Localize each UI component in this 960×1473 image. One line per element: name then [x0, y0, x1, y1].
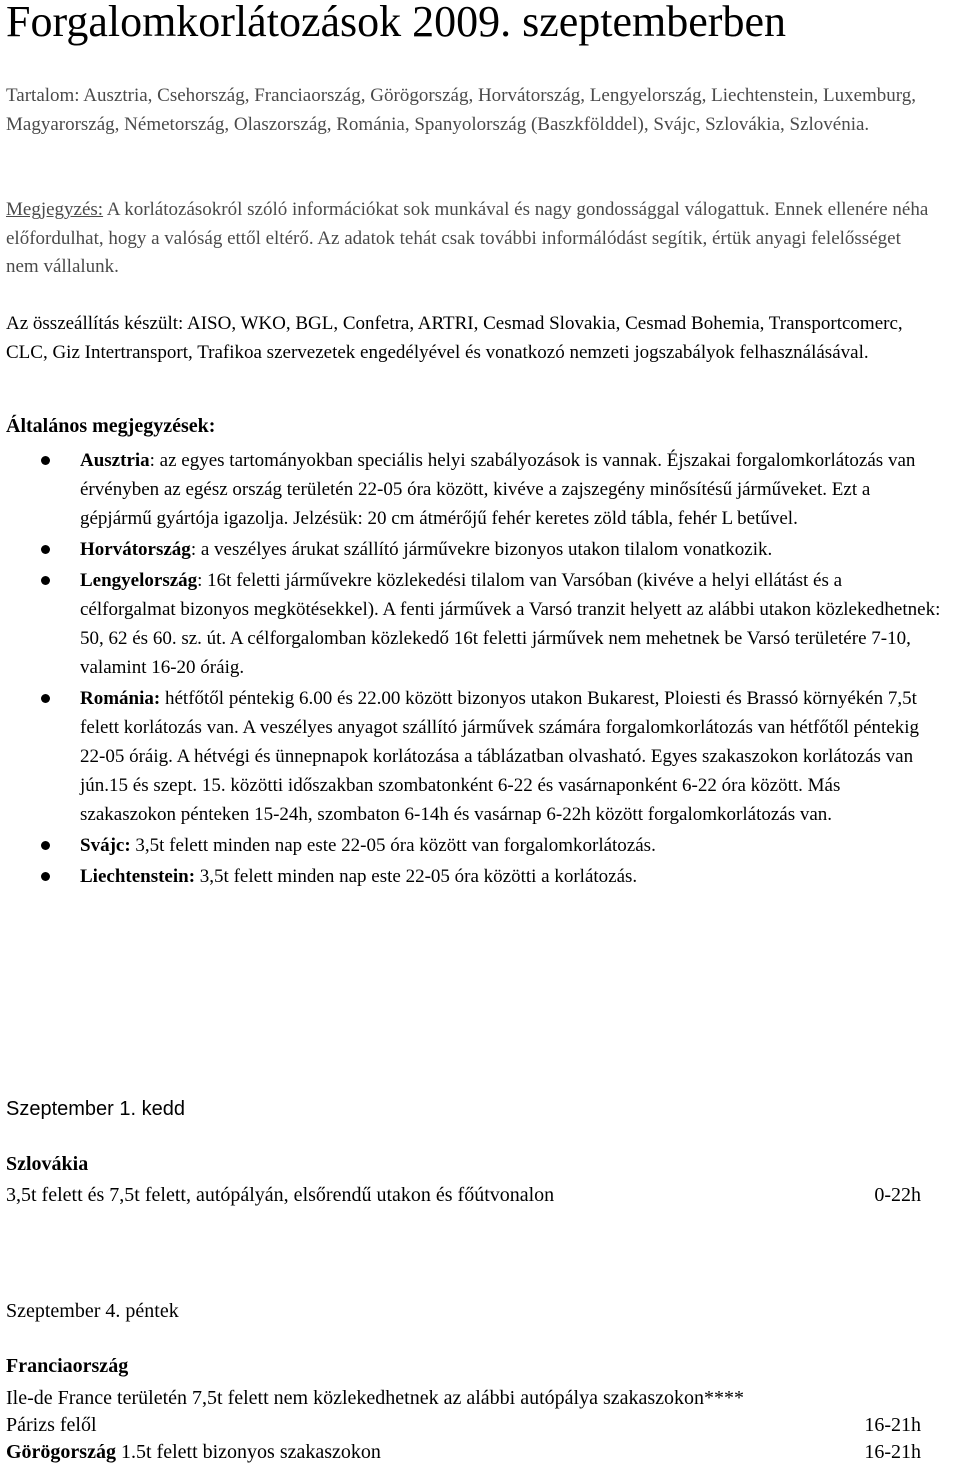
note-text: : 16t feletti járművekre közlekedési tilalom van Varsóban (kivéve a helyi ellátást és a célforgalmat bizonyos megkötésekkel). A fenti járművek a Varsó tranzit helyett az alábbi utakon közlekedhetnek: 50, 62 és 60. sz. út. A célforgalomban közlekedő 16t feletti járművek nem mehetnek be Varsó területére 7-10, valamint 16-20 óráig.: [80, 570, 941, 678]
restriction-text: 3,5t felett és 7,5t felett, autópályán, elsőrendű utakon és főútvonalon: [6, 1184, 555, 1206]
note-country: Ausztria: [80, 450, 150, 471]
page-title: Forgalomkorlátozások 2009. szeptemberben: [6, 0, 786, 46]
general-notes-heading: Általános megjegyzések:: [6, 415, 216, 437]
list-item: [6, 862, 941, 891]
note-country: Lengyelország: [80, 570, 198, 591]
country-heading-greece: Görögország: [6, 1441, 116, 1463]
bullet-icon: [41, 576, 50, 585]
restriction-text: Párizs felől: [6, 1414, 97, 1436]
list-item: [6, 831, 941, 860]
day-heading-sept-4: Szeptember 4. péntek: [6, 1300, 179, 1322]
bullet-icon: [41, 456, 50, 465]
disclaimer-paragraph: [6, 196, 931, 282]
restriction-row: [6, 1412, 921, 1438]
note-country: Svájc:: [80, 835, 131, 856]
bullet-icon: [41, 872, 50, 881]
note-text: 3,5t felett minden nap este 22-05 óra közötti a korlátozás.: [195, 866, 638, 887]
restriction-time: 16-21h: [864, 1414, 921, 1436]
restriction-row-greece: [6, 1439, 921, 1465]
note-text: : a veszélyes árukat szállító járművekre bizonyos utakon tilalom vonatkozik.: [190, 539, 773, 560]
restriction-text: 1.5t felett bizonyos szakaszokon: [115, 1441, 381, 1463]
bullet-icon: [41, 841, 50, 850]
contents-paragraph: Tartalom: Ausztria, Csehország, Franciaország, Görögország, Horvátország, Lengyelország, Liechtenstein, Luxemburg, Magyarország, Németország, Olaszország, Románia, Spanyolország (Baszkfölddel), Svájc, Szlovákia, Szlovénia.: [6, 85, 917, 135]
note-country: Horvátország: [80, 539, 191, 560]
country-heading-slovakia: Szlovákia: [6, 1153, 89, 1175]
general-notes-list: [6, 446, 941, 891]
country-heading-france: Franciaország: [6, 1355, 129, 1377]
note-text-1: A korlátozásokról szóló információkat sok munkával és nagy gondossággal válogattuk. Ennek ellenére néha előfordulhat, hogy a valóság ettől eltérő.: [6, 199, 929, 249]
note-text: : az egyes tartományokban speciális helyi szabályozások is vannak. Éjszakai forgalomkorlátozás van érvényben az egész ország területén 22-05 óra között, kivéve a zajszegény minősítésű járműveket. Ezt a gépjármű gyártója igazolja. Jelzésük: 20 cm átmérőjű fehér keretes zöld tábla, fehér L betűvel.: [80, 450, 916, 529]
list-item: [6, 446, 941, 533]
note-country: Liechtenstein:: [80, 866, 196, 887]
day-heading-month: Szeptember: [6, 1098, 120, 1120]
bullet-icon: [41, 694, 50, 703]
note-text: 3,5t felett minden nap este 22-05 óra között van forgalomkorlátozás.: [130, 835, 656, 856]
restriction-time: 0-22h: [874, 1184, 921, 1206]
list-item: [6, 535, 941, 564]
list-item: [6, 684, 941, 829]
restriction-time: 16-21h: [864, 1441, 921, 1463]
restriction-row: [6, 1182, 921, 1208]
list-item: [6, 566, 941, 682]
day-heading-day: 1. kedd: [119, 1098, 185, 1120]
note-text-2: Az adatok tehát csak további informálódást segítik, értük anyagi felelősséget nem vállalunk.: [6, 227, 901, 277]
restriction-line: Ile-de France területén 7,5t felett nem közlekedhetnek az alábbi autópálya szakaszokon****: [6, 1387, 745, 1409]
sources-paragraph: Az összeállítás készült: AISO, WKO, BGL, Confetra, ARTRI, Cesmad Slovakia, Cesmad Bohemia, Transportcomerc, CLC, Giz Intertransport, Trafikoa szervezetek engedélyével és vonatkozó nemzeti jogszabályok felhasználásával.: [6, 313, 903, 363]
note-country: Románia:: [80, 688, 161, 709]
note-label: Megjegyzés:: [6, 199, 104, 220]
note-text: hétfőtől péntekig 6.00 és 22.00 között bizonyos utakon Bukarest, Ploiesti és Brassó környékén 7,5t felett korlátozás van. A veszélyes anyagot szállító járművek számára forgalomkorlátozás van hétfőtől péntekig 22-05 óráig. A hétvégi és ünnepnapok korlátozása a táblázatban olvasható. Egyes szakaszokon korlátozás van jún.15 és szept. 15. közötti időszakban szombatonként 6-22 és vasárnaponként 6-22 óra között. Más szakaszokon pénteken 15-24h, szombaton 6-14h és vasárnap 6-22h között forgalomkorlátozás van.: [80, 688, 920, 825]
day-heading-sept-1: [6, 1098, 185, 1121]
bullet-icon: [41, 545, 50, 554]
